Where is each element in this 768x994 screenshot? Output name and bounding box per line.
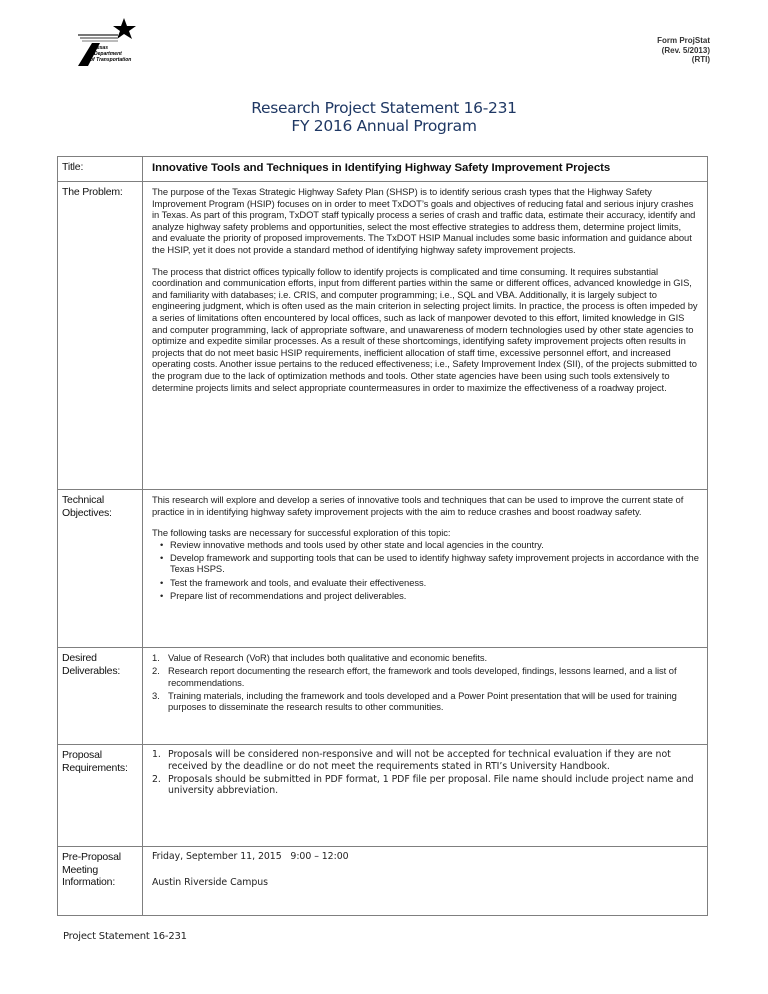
label-text: Requirements: <box>62 761 128 774</box>
task-list <box>152 539 699 601</box>
item-number: 1. <box>152 749 161 760</box>
requirements-content <box>143 745 708 847</box>
row-problem <box>58 182 708 490</box>
objectives-intro: This research will explore and develop a series of innovative tools and techniques that can be used to improve the current state of practice in in identifying highway safety improvement projects with the aim to reduce crashes and boost roadway safety. <box>152 494 684 517</box>
deliverables-content <box>143 648 708 745</box>
requirement-item <box>152 774 699 797</box>
project-title: Innovative Tools and Techniques in Identifying Highway Safety Improvement Projects <box>152 162 611 174</box>
problem-paragraph: The purpose of the Texas Strategic Highway Safety Plan (SHSP) is to identify serious crash types that the Highway Safety Improvement Program (HSIP) focuses on in order to meet TxDOT’s goals and objectives of reducing fatal and serious injury crashes in Texas. As part of this program, TxDOT staff typically process a series of crash and traffic data, estimate their accuracy, identify and analyze highway safety problems and opportunities, select the most effective strategies to address them, determine project limits, and evaluate the priority of proposed improvements. The TxDOT HSIP Manual includes some basic information and guidance about the HSIP, yet it does not provide a standard method of identifying highway safety improvement projects. <box>152 186 696 255</box>
item-number: 3. <box>152 689 160 701</box>
page-title <box>0 99 768 135</box>
label-text: Proposal <box>62 749 102 761</box>
form-id-line: (Rev. 5/2013) <box>661 45 710 55</box>
meeting-location: Austin Riverside Campus <box>152 876 268 888</box>
label-deliverables <box>58 648 143 745</box>
label-text: Objectives: <box>62 506 112 519</box>
requirement-item <box>152 749 699 772</box>
item-text: Proposals will be considered non-responsive and will not be accepted for technical evaluation if they are not received by the deadline or do not meet the requirements stated in RTI’s University Handbook. <box>168 749 671 772</box>
item-number: 2. <box>152 665 160 677</box>
label-objectives <box>58 490 143 648</box>
page-title-line2: FY 2016 Annual Program <box>291 117 477 135</box>
item-number: 2. <box>152 773 161 785</box>
label-text: Pre-Proposal <box>62 851 121 863</box>
requirements-list <box>152 749 699 797</box>
item-number: 1. <box>152 652 160 663</box>
task-item: • Develop framework and supporting tools that can be used to identify highway safety improvement projects in accordance with the Texas HSPS. <box>162 552 699 575</box>
label-text: Desired <box>62 652 97 664</box>
label-text: Deliverables: <box>62 664 121 677</box>
label-text: The Problem: <box>62 186 123 198</box>
problem-content <box>143 182 708 490</box>
row-objectives <box>58 490 708 648</box>
label-text: Title: <box>62 161 84 173</box>
objectives-content <box>143 490 708 648</box>
label-text: Information: <box>62 876 116 888</box>
item-text: Training materials, including the framework and tools developed and a Power Point presentation that will be used for training purposes to disseminate the research results to other communities. <box>168 689 677 713</box>
deliverable-item <box>152 665 699 688</box>
label-requirements <box>58 745 143 847</box>
row-meeting <box>58 847 708 916</box>
row-deliverables <box>58 648 708 745</box>
logo-text <box>90 45 132 63</box>
page-footer: Project Statement 16-231 <box>63 931 187 942</box>
task-item: • Test the framework and tools, and evaluate their effectiveness. <box>162 577 699 589</box>
item-text: Value of Research (VoR) that includes both qualitative and economic benefits. <box>168 652 488 663</box>
meeting-datetime: Friday, September 11, 2015 9:00 – 12:00 <box>152 851 349 862</box>
item-text: Proposals should be submitted in PDF format, 1 PDF file per proposal. File name should include project name and university abbreviation. <box>168 773 694 797</box>
task-item: • Review innovative methods and tools used by other state and local agencies in the country. <box>162 539 699 551</box>
task-item: • Prepare list of recommendations and project deliverables. <box>162 590 699 602</box>
deliverable-item <box>152 690 699 713</box>
logo-line: of Transportation <box>90 57 132 63</box>
row-title <box>58 157 708 182</box>
logo-line: Texas <box>94 45 108 51</box>
deliverable-item <box>152 652 699 664</box>
label-text: Technical <box>62 494 104 506</box>
label-title <box>58 157 143 182</box>
page-title-line1: Research Project Statement 16-231 <box>251 99 517 117</box>
form-id-line: Form ProjStat <box>657 36 710 45</box>
problem-paragraph: The process that district offices typically follow to identify projects is complicated and time consuming. It requires substantial coordination and communication efforts, input from different parties within the same or different offices, advanced knowledge in GIS, and familiarity with databases; i.e. CRIS, and computer programming; i.e., SQL and VBA. Additionally, it is largely subject to engineering judgment, which is often used as the main criterion in selecting project limits. In practice, the process is often impeded by a series of limitations often encountered by local offices, such as lack of manpower devoted to this effort, limited knowledge in GIS and computer programming, lack of appropriate software, and unawareness of modern technologies used by other state agencies to optimize and expedite similar processes. As a result of these shortcomings, identifying safety improvement projects often results in projects that do not meet basic HSIP requirements, inefficient allocation of staff time, excessive personnel effort, and increased operating costs. Another issue pertains to the reduced effectiveness; i.e., Safety Improvement Index (SII), of the projects submitted to the program due to the lack of optimization methods and tools. Other state agencies have been using such tools extensively to determine projects limits and select appropriate countermeasures in order to maximize the effectiveness of a roadway project. <box>152 265 698 393</box>
project-statement-table <box>57 156 708 916</box>
meeting-content <box>143 847 708 916</box>
tasks-intro: The following tasks are necessary for successful exploration of this topic: <box>152 527 451 539</box>
title-value <box>143 157 708 182</box>
form-id-line: (RTI) <box>691 55 710 64</box>
item-text: Research report documenting the research effort, the framework and tools developed, findings, lessons learned, and a list of recommendations. <box>168 665 677 688</box>
form-id <box>657 36 710 65</box>
label-problem <box>58 182 143 490</box>
logo-line: Department <box>94 51 122 57</box>
label-meeting <box>58 847 143 916</box>
label-text: Meeting <box>62 863 98 876</box>
deliverables-list <box>152 652 699 713</box>
row-requirements <box>58 745 708 847</box>
